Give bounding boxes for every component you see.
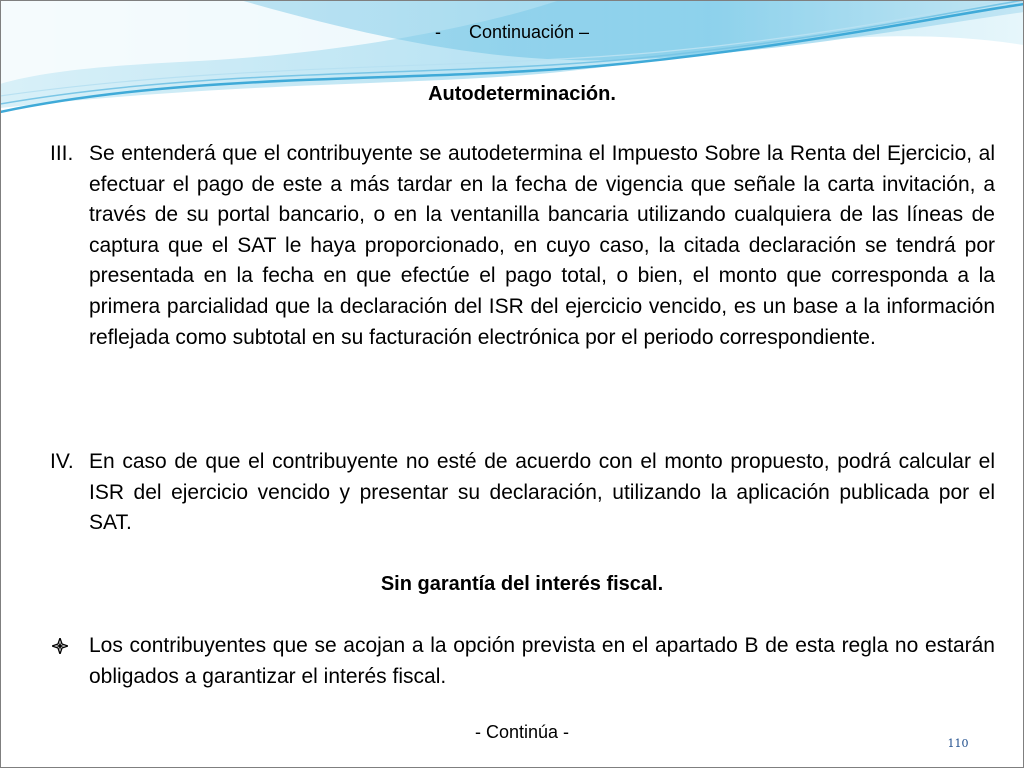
list-item-iv xyxy=(50,447,995,539)
continues-footer: - Continúa - xyxy=(474,722,570,742)
continuation-text: Continuación – xyxy=(468,22,590,42)
continuation-dash: - xyxy=(434,22,441,42)
list-item-iii xyxy=(50,139,995,353)
diamond-bullet-icon xyxy=(52,638,68,654)
list-text-iii: Se entenderá que el contribuyente se autodetermina el Impuesto Sobre la Renta del Ejercicio, al efectuar el pago de este a más tardar en la fecha de vigencia que señale la carta invitación, a través de su portal bancario, o en la ventanilla bancaria utilizando cualquiera de las líneas de captura que el SAT le haya proporcionado, en cuyo caso, la citada declaración se tendrá por presentada en la fecha en que efectúe el pago total, o bien, el monto que corresponda a la primera parcialidad que la declaración del ISR del ejercicio vencido, es un base a la información reflejada como subtotal en su facturación electrónica por el periodo correspondiente. xyxy=(89,142,995,349)
list-text-bullet: Los contribuyentes que se acojan a la opción prevista en el apartado B de esta regla no estarán obligados a garantizar el interés fiscal. xyxy=(89,634,995,688)
list-marker-iv: IV. xyxy=(50,450,74,473)
section-heading-sin-garantia: Sin garantía del interés fiscal. xyxy=(380,573,664,595)
page-number: 110 xyxy=(947,737,969,750)
list-item-bullet xyxy=(50,631,995,692)
list-marker-iii: III. xyxy=(50,142,74,165)
list-text-iv: En caso de que el contribuyente no esté de acuerdo con el monto propuesto, podrá calcular el ISR del ejercicio vencido y presentar su declaración, utilizando la aplicación publicada por el SAT. xyxy=(89,450,995,535)
continuation-header xyxy=(0,20,1024,44)
section-heading-autodeterminacion: Autodeterminación. xyxy=(428,83,616,105)
